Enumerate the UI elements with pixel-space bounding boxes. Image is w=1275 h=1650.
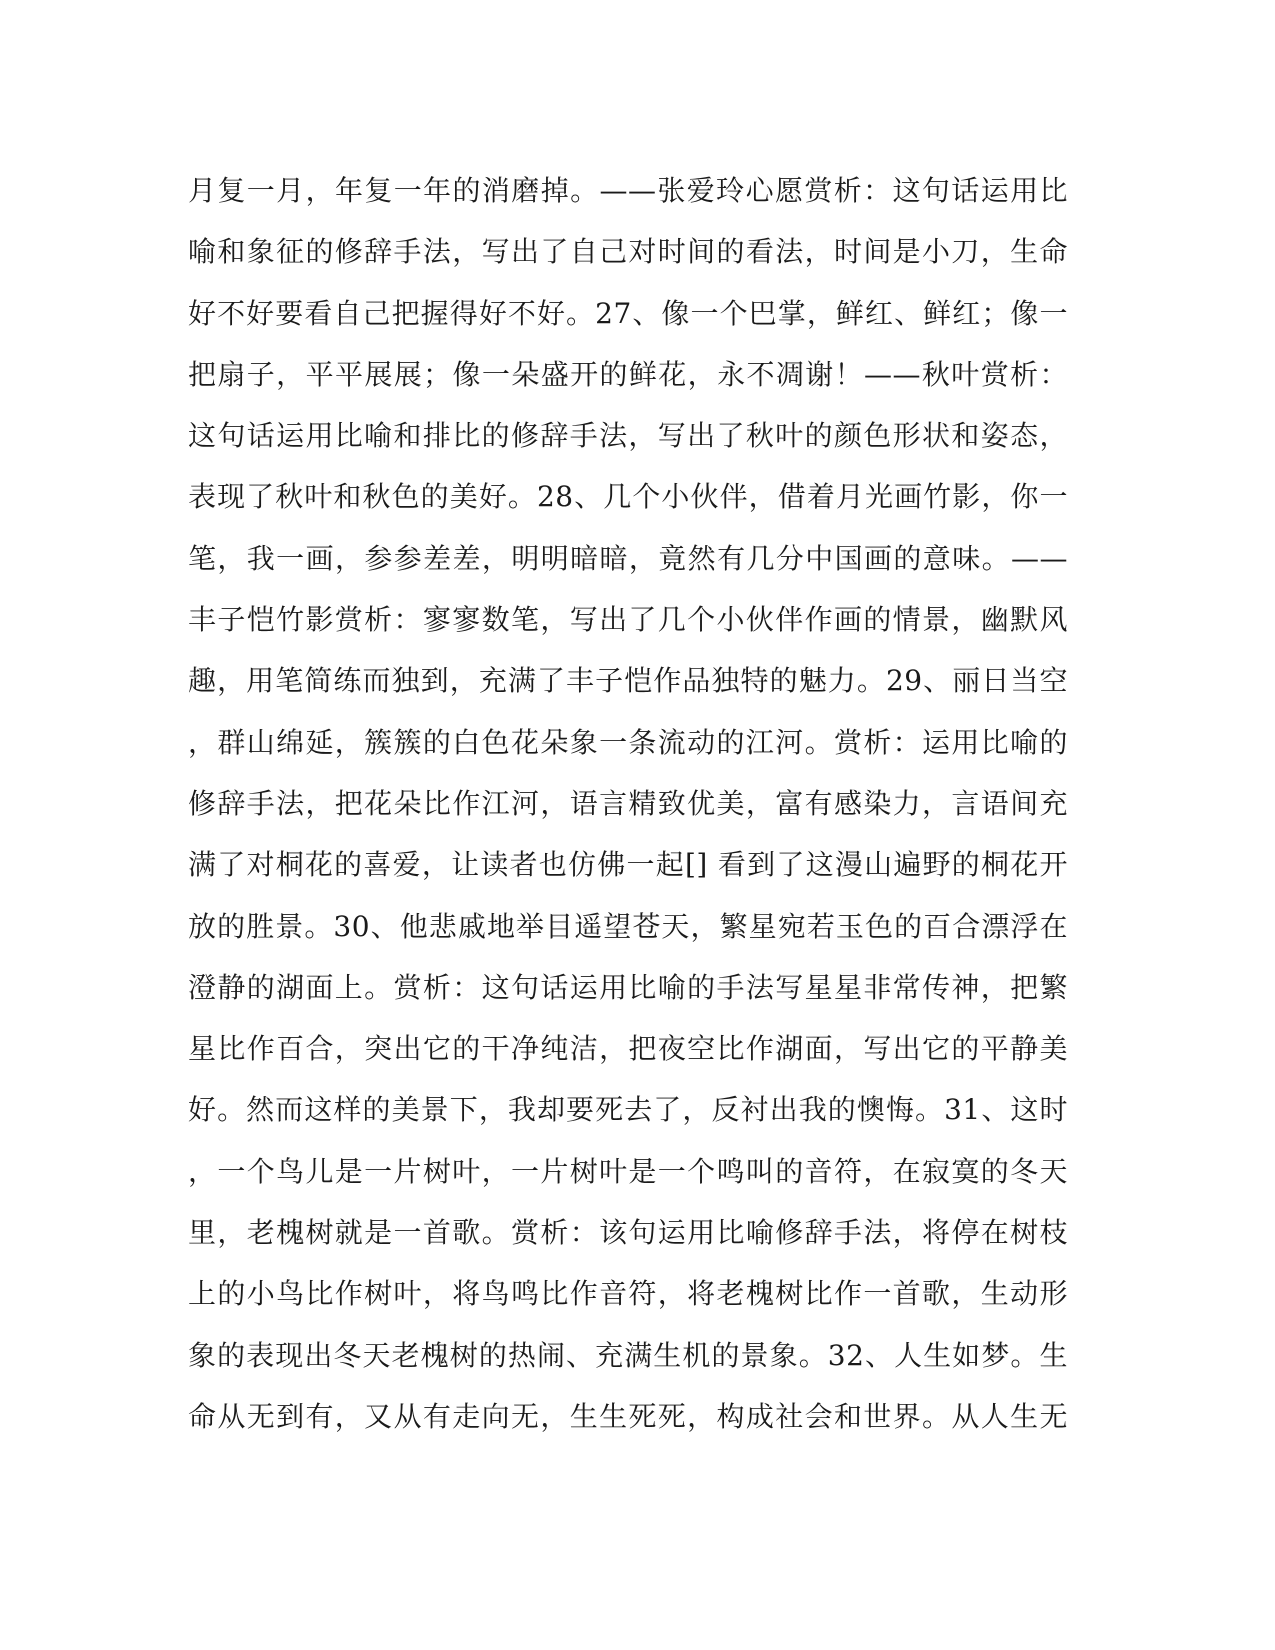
text-line: 表现了秋叶和秋色的美好。28、几个小伙伴，借着月光画竹影，你一 [188, 480, 1068, 514]
text-line: 好不好要看自己把握得好不好。27、像一个巴掌，鲜红、鲜红；像一 [188, 296, 1068, 330]
text-line: 丰子恺竹影赏析：寥寥数笔，写出了几个小伙伴作画的情景，幽默风 [188, 603, 1068, 637]
text-line: 修辞手法，把花朵比作江河，语言精致优美，富有感染力，言语间充 [188, 786, 1068, 820]
text-line: 喻和象征的修辞手法，写出了自己对时间的看法，时间是小刀，生命 [188, 235, 1068, 269]
text-line: 满了对桐花的喜爱，让读者也仿佛一起[] 看到了这漫山遍野的桐花开 [188, 848, 1068, 882]
text-line: 月复一月，年复一年的消磨掉。——张爱玲心愿赏析：这句话运用比 [188, 174, 1068, 207]
text-line: 趣，用笔简练而独到，充满了丰子恺作品独特的魅力。29、丽日当空 [188, 664, 1068, 698]
text-line: ，一个鸟儿是一片树叶，一片树叶是一个鸣叫的音符，在寂寞的冬天 [188, 1154, 1068, 1188]
text-line: 好。然而这样的美景下，我却要死去了，反衬出我的懊悔。31、这时 [188, 1093, 1068, 1127]
body-text [188, 160, 1068, 1447]
text-line: 把扇子，平平展展；像一朵盛开的鲜花，永不凋谢！——秋叶赏析： [188, 357, 1068, 391]
text-line: 命从无到有，又从有走向无，生生死死，构成社会和世界。从人生无 [188, 1399, 1068, 1433]
text-line: 澄静的湖面上。赏析：这句话运用比喻的手法写星星非常传神，把繁 [188, 970, 1068, 1004]
text-line: 这句话运用比喻和排比的修辞手法，写出了秋叶的颜色形状和姿态， [188, 419, 1068, 453]
text-line: 放的胜景。30、他悲戚地举目遥望苍天，繁星宛若玉色的百合漂浮在 [188, 909, 1068, 943]
text-line: 里，老槐树就是一首歌。赏析：该句运用比喻修辞手法，将停在树枝 [188, 1216, 1068, 1250]
text-line: 上的小鸟比作树叶，将鸟鸣比作音符，将老槐树比作一首歌，生动形 [188, 1277, 1068, 1311]
text-line: 星比作百合，突出它的干净纯洁，把夜空比作湖面，写出它的平静美 [188, 1032, 1068, 1066]
text-line: 笔，我一画，参参差差，明明暗暗，竟然有几分中国画的意味。—— [188, 541, 1068, 575]
text-line: ，群山绵延，簇簇的白色花朵象一条流动的江河。赏析：运用比喻的 [188, 725, 1068, 759]
text-line: 象的表现出冬天老槐树的热闹、充满生机的景象。32、人生如梦。生 [188, 1338, 1068, 1372]
